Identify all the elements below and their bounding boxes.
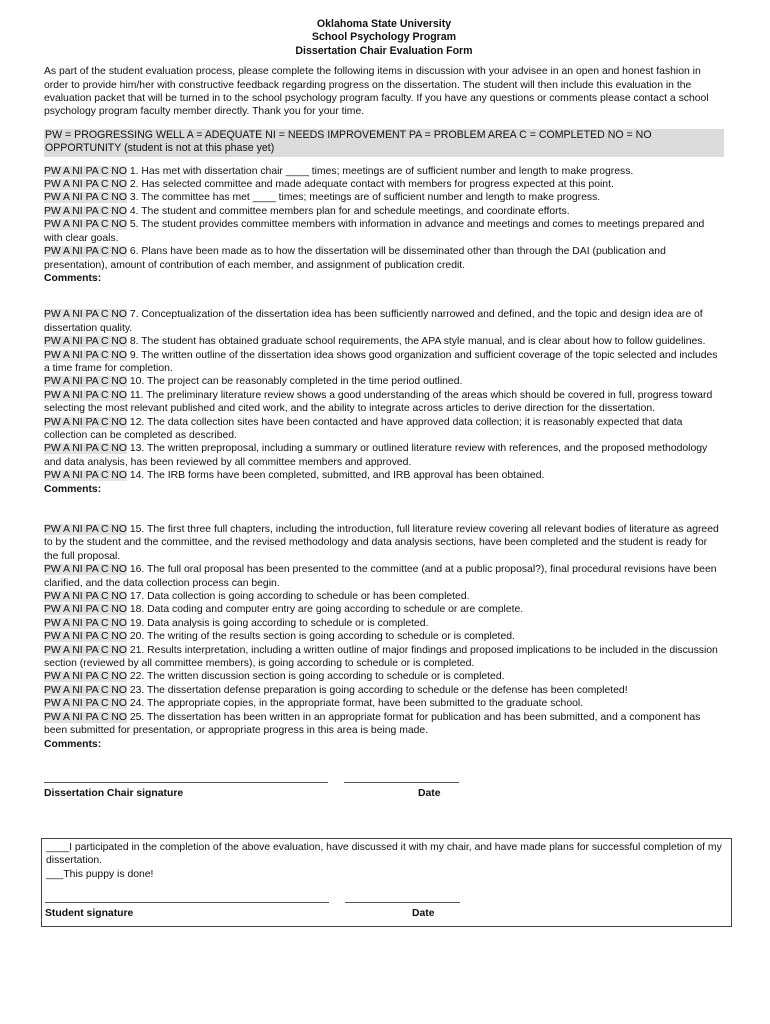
comments-label-3: Comments: <box>44 738 102 750</box>
student-signature-row <box>45 894 731 924</box>
intro-paragraph: As part of the student evaluation process, please complete the following items in discussion with your advisee in an open and honest fashion in order to provide him/her with constructive feedback regarding progress on the dissertation. The student will then include this evaluation in the evaluation packet that will be turned in to the school psychology program faculty. If you have any questions or comments please contact a school psychology program faculty member directly. Thank you for your time. <box>44 66 709 118</box>
rating-scale[interactable]: PW A NI PA C NO <box>44 416 127 428</box>
item-text: 19. Data analysis is going according to schedule or is completed. <box>129 617 429 629</box>
student-date-label: Date <box>412 907 435 919</box>
student-date-line[interactable] <box>345 902 460 903</box>
chair-signature-line[interactable] <box>44 782 328 783</box>
student-signature-label: Student signature <box>45 907 134 919</box>
rating-scale[interactable]: PW A NI PA C NO <box>44 165 127 177</box>
evaluation-item <box>44 416 724 443</box>
evaluation-item <box>44 218 724 245</box>
item-text: 3. The committee has met ____ times; meetings are of sufficient number and length to make progress. <box>129 192 601 204</box>
rating-scale[interactable]: PW A NI PA C NO <box>44 219 127 231</box>
chair-date-line[interactable] <box>344 782 459 783</box>
rating-scale[interactable]: PW A NI PA C NO <box>44 564 127 576</box>
program-name: School Psychology Program <box>311 31 457 44</box>
rating-scale[interactable]: PW A NI PA C NO <box>44 192 127 204</box>
evaluation-item <box>44 205 724 218</box>
item-text: 25. The dissertation has been written in an appropriate format for publication and has been submitted, and a component has been submitted for presentation, or appropriate progress in this area is being made. <box>44 711 701 737</box>
evaluation-form <box>44 18 724 927</box>
section-2-items <box>44 308 724 482</box>
rating-scale[interactable]: PW A NI PA C NO <box>44 591 127 603</box>
section-1-items <box>44 165 724 272</box>
rating-scale[interactable]: PW A NI PA C NO <box>44 604 127 616</box>
chair-signature-label: Dissertation Chair signature <box>44 787 184 799</box>
student-participation-statement: ____I participated in the completion of the above evaluation, have discussed it with my chair, and have made plans for successful completion of my dissertation. <box>46 841 722 867</box>
evaluation-item <box>44 603 724 616</box>
evaluation-item <box>44 191 724 204</box>
section-3-items <box>44 523 724 738</box>
item-text: 10. The project can be reasonably completed in the time period outlined. <box>129 376 463 388</box>
comments-label-1: Comments: <box>44 272 102 284</box>
rating-scale[interactable]: PW A NI PA C NO <box>44 644 127 656</box>
rating-scale[interactable]: PW A NI PA C NO <box>44 524 127 535</box>
rating-scale[interactable]: PW A NI PA C NO <box>44 309 127 321</box>
university-name: Oklahoma State University <box>316 18 452 30</box>
rating-scale[interactable]: PW A NI PA C NO <box>44 631 127 643</box>
item-text: 18. Data coding and computer entry are going according to schedule or are complete. <box>129 604 524 616</box>
evaluation-item <box>44 563 724 590</box>
comments-label-2: Comments: <box>44 483 102 495</box>
chair-signature-row <box>44 774 724 814</box>
evaluation-item <box>44 469 724 482</box>
item-text: 4. The student and committee members plan for and schedule meetings, and coordinate efforts. <box>129 205 570 217</box>
rating-scale[interactable]: PW A NI PA C NO <box>44 698 127 710</box>
item-text: 11. The preliminary literature review shows a good understanding of the areas which should be covered in full, progress toward selecting the most relevant published and cited work, and the ability to integrate across articles to derive direction for the dissertation. <box>44 389 713 415</box>
rating-scale[interactable]: PW A NI PA C NO <box>44 336 127 348</box>
evaluation-item <box>44 590 724 603</box>
evaluation-item <box>44 335 724 348</box>
evaluation-item <box>44 442 724 469</box>
item-text: 7. Conceptualization of the dissertation idea has been sufficiently narrowed and defined, and the topic and design idea are of dissertation quality. <box>44 309 703 334</box>
evaluation-item <box>44 630 724 643</box>
item-text: 2. Has selected committee and made adequate contact with members for progress expected at this point. <box>129 179 614 191</box>
evaluation-item <box>44 308 724 335</box>
student-signature-line[interactable] <box>45 902 329 903</box>
item-text: 12. The data collection sites have been contacted and have approved data collection; it is reasonably expected that data collection can be completed as described. <box>44 416 683 441</box>
evaluation-item <box>44 349 724 376</box>
item-text: 20. The writing of the results section is going according to schedule or is completed. <box>129 631 515 643</box>
chair-date-label: Date <box>418 787 441 799</box>
rating-legend: PW = PROGRESSING WELL A = ADEQUATE NI = NEEDS IMPROVEMENT PA = PROBLEM AREA C = COMPLETED NO = NO OPPORTUNITY (student is not at this phase yet) <box>44 129 724 157</box>
item-text: 23. The dissertation defense preparation is going according to schedule or the defense has been completed! <box>129 684 628 696</box>
rating-scale[interactable]: PW A NI PA C NO <box>44 179 127 191</box>
rating-scale[interactable]: PW A NI PA C NO <box>44 671 127 683</box>
rating-scale[interactable]: PW A NI PA C NO <box>44 376 127 388</box>
item-text: 22. The written discussion section is going according to schedule or is completed. <box>129 671 505 683</box>
item-text: 5. The student provides committee members with information in advance and meetings and comes to meetings prepared and with clear goals. <box>44 219 705 244</box>
item-text: 1. Has met with dissertation chair ____ times; meetings are of sufficient number and length to make progress. <box>129 165 634 177</box>
student-confirmation-box <box>41 838 732 927</box>
evaluation-item <box>44 644 724 671</box>
item-text: 24. The appropriate copies, in the appropriate format, have been submitted to the graduate school. <box>129 698 584 710</box>
form-title: Dissertation Chair Evaluation Form <box>295 44 473 57</box>
student-done-statement: ___This puppy is done! <box>46 868 154 880</box>
item-text: 15. The first three full chapters, including the introduction, full literature review covering all relevant bodies of literature as agreed to by the student and the committee, and the revised methodology and data analysis sections, have been completed and the student is ready for the full proposal. <box>44 524 719 562</box>
rating-scale[interactable]: PW A NI PA C NO <box>44 470 127 482</box>
evaluation-item <box>44 617 724 630</box>
evaluation-item <box>44 684 724 697</box>
item-text: 17. Data collection is going according to schedule or has been completed. <box>129 591 470 603</box>
form-header <box>44 18 724 58</box>
evaluation-item <box>44 389 724 416</box>
evaluation-item <box>44 523 724 563</box>
rating-scale[interactable]: PW A NI PA C NO <box>44 246 127 258</box>
rating-scale[interactable]: PW A NI PA C NO <box>44 617 127 629</box>
item-text: 13. The written preproposal, including a summary or outlined literature review with references, and the proposed methodology and data analysis, has been reviewed by all committee members and approved. <box>44 443 708 468</box>
rating-scale[interactable]: PW A NI PA C NO <box>44 684 127 696</box>
rating-scale[interactable]: PW A NI PA C NO <box>44 349 127 361</box>
evaluation-item <box>44 375 724 388</box>
evaluation-item <box>44 245 724 272</box>
item-text: 21. Results interpretation, including a written outline of major findings and proposed implications to be included in the discussion section (reviewed by all committee members), is going according to schedule or is completed. <box>44 644 718 670</box>
evaluation-item <box>44 711 724 738</box>
item-text: 8. The student has obtained graduate school requirements, the APA style manual, and is clear about how to follow guidelines. <box>129 336 706 348</box>
item-text: 14. The IRB forms have been completed, submitted, and IRB approval has been obtained. <box>129 470 545 482</box>
rating-scale[interactable]: PW A NI PA C NO <box>44 711 127 723</box>
evaluation-item <box>44 165 724 178</box>
rating-scale[interactable]: PW A NI PA C NO <box>44 443 127 455</box>
rating-scale[interactable]: PW A NI PA C NO <box>44 205 127 217</box>
evaluation-item <box>44 670 724 683</box>
item-text: 16. The full oral proposal has been presented to the committee (and at a public proposal?), final procedural revisions have been clarified, and the data collection process can begin. <box>44 564 717 589</box>
evaluation-item <box>44 178 724 191</box>
evaluation-item <box>44 697 724 710</box>
item-text: 9. The written outline of the dissertation idea shows good organization and sufficient coverage of the topic selected and includes a time frame for completion. <box>44 349 718 374</box>
item-text: 6. Plans have been made as to how the dissertation will be disseminated other than through the DAI (publication and presentation), amount of contribution of each member, and assignment of publication credit. <box>44 246 666 271</box>
rating-scale[interactable]: PW A NI PA C NO <box>44 389 127 401</box>
